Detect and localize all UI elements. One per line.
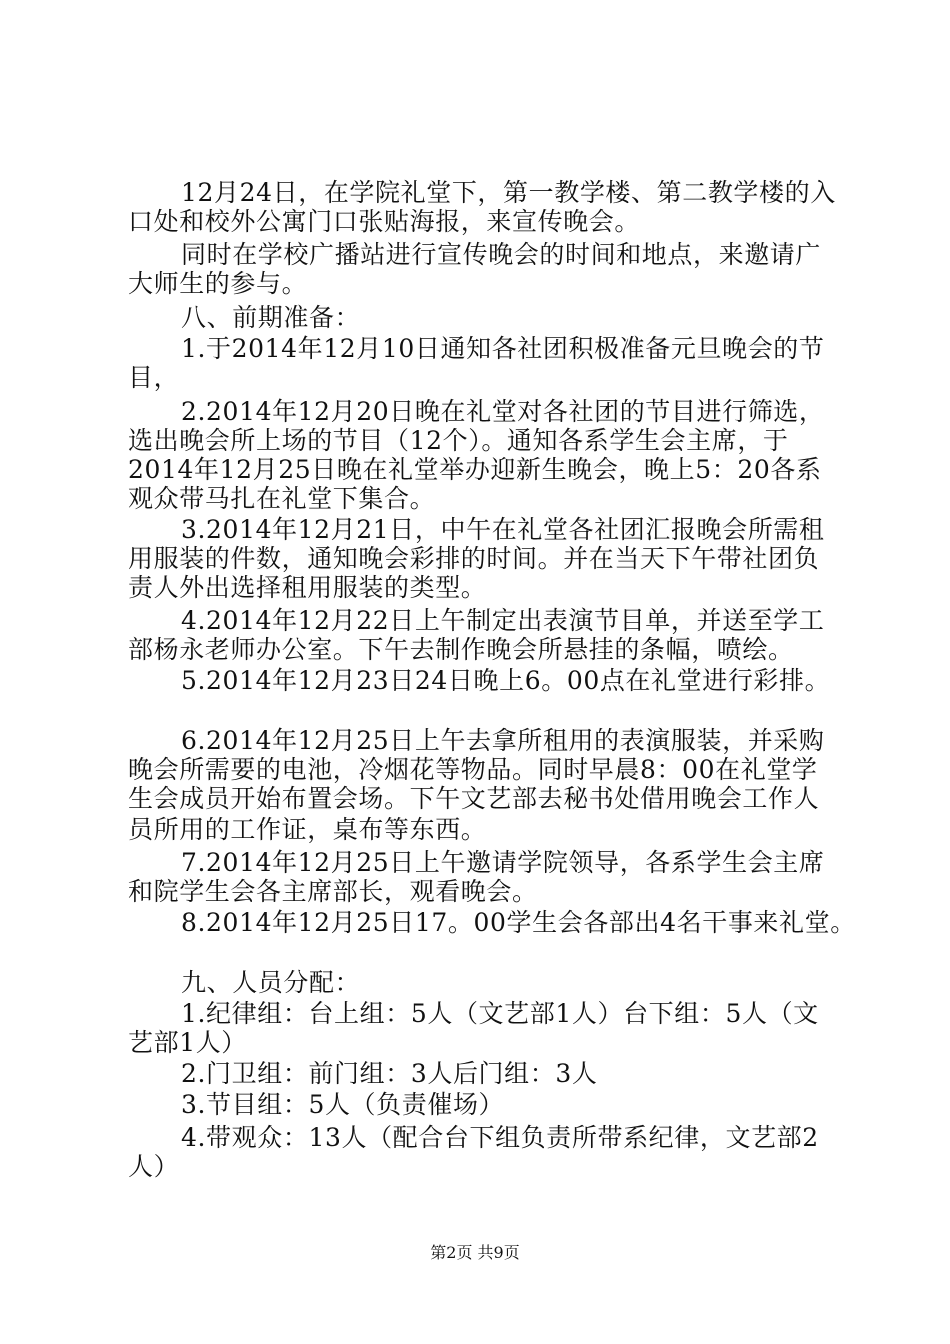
section-heading: 九、人员分配： — [181, 968, 361, 997]
paragraph-line: 生会成员开始布置会场。下午文艺部去秘书处借用晚会工作人 — [128, 784, 820, 813]
paragraph-line: 人） — [128, 1152, 180, 1181]
paragraph-line: 责人外出选择租用服装的类型。 — [128, 573, 487, 602]
paragraph-line: 和院学生会各主席部长，观看晚会。 — [128, 877, 538, 906]
section-heading: 八、前期准备： — [181, 303, 361, 332]
paragraph-line: 4.带观众：13人（配合台下组负责所带系纪律，文艺部2 — [181, 1123, 819, 1152]
paragraph-line: 3.节目组：5人（负责催场） — [181, 1090, 505, 1119]
paragraph-line: 8.2014年12月25日17。00学生会各部出4名干事来礼堂。 — [181, 908, 856, 937]
paragraph-line: 4.2014年12月22日上午制定出表演节目单，并送至学工 — [181, 606, 825, 635]
paragraph-line: 7.2014年12月25日上午邀请学院领导，各系学生会主席 — [181, 848, 825, 877]
paragraph-line: 部杨永老师办公室。下午去制作晚会所悬挂的条幅，喷绘。 — [128, 635, 794, 664]
paragraph-line: 2.2014年12月20日晚在礼堂对各社团的节目进行筛选， — [181, 397, 825, 426]
paragraph-line: 晚会所需要的电池，冷烟花等物品。同时早晨8：00在礼堂学 — [128, 755, 818, 784]
paragraph-line: 2014年12月25日晚在礼堂举办迎新生晚会，晚上5：20各系 — [128, 455, 822, 484]
page-footer: 第2页 共9页 — [430, 1243, 520, 1262]
paragraph-line: 1.纪律组：台上组：5人（文艺部1人）台下组：5人（文 — [181, 999, 819, 1028]
paragraph-line: 3.2014年12月21日，中午在礼堂各社团汇报晚会所需租 — [181, 515, 825, 544]
paragraph-line: 大师生的参与。 — [128, 269, 308, 298]
paragraph-line: 1.于2014年12月10日通知各社团积极准备元旦晚会的节 — [181, 334, 825, 363]
paragraph-line: 2.门卫组：前门组：3人后门组：3人 — [181, 1059, 598, 1088]
paragraph-line: 12月24日，在学院礼堂下，第一教学楼、第二教学楼的入 — [181, 178, 836, 207]
paragraph-line: 5.2014年12月23日24日晚上6。00点在礼堂进行彩排。 — [181, 666, 831, 695]
paragraph-line: 员所用的工作证，桌布等东西。 — [128, 815, 487, 844]
paragraph-line: 目， — [128, 363, 180, 392]
paragraph-line: 同时在学校广播站进行宣传晚会的时间和地点，来邀请广 — [181, 240, 822, 269]
paragraph-line: 观众带马扎在礼堂下集合。 — [128, 484, 436, 513]
paragraph-line: 选出晚会所上场的节目（12个）。通知各系学生会主席，于 — [128, 426, 789, 455]
paragraph-line: 用服装的件数，通知晚会彩排的时间。并在当天下午带社团负 — [128, 544, 820, 573]
paragraph-line: 艺部1人） — [128, 1028, 247, 1057]
paragraph-line: 6.2014年12月25日上午去拿所租用的表演服装，并采购 — [181, 726, 825, 755]
paragraph-line: 口处和校外公寓门口张贴海报，来宣传晚会。 — [128, 207, 641, 236]
